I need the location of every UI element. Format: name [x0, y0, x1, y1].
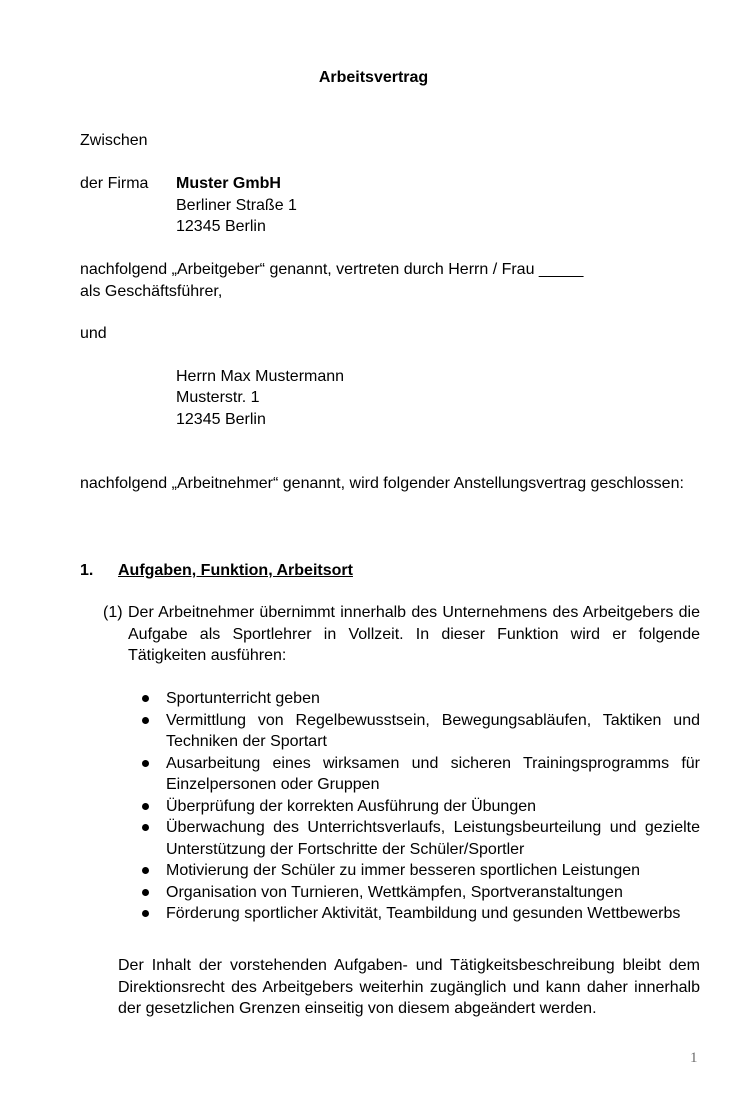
list-item: Überwachung des Unterrichtsverlaufs, Leistungsbeurteilung und gezielte Unterstützung der Fortschritte der Schüler/Sportler	[138, 817, 700, 860]
employer-street: Berliner Straße 1	[176, 197, 297, 214]
employer-name: Muster GmbH	[176, 175, 281, 192]
employee-clause: nachfolgend „Arbeitnehmer“ genannt, wird folgender Anstellungsvertrag geschlossen:	[80, 475, 684, 492]
page-number: 1	[690, 1050, 698, 1066]
bullet-icon	[142, 910, 149, 917]
list-item: Überprüfung der korrekten Ausführung der Übungen	[138, 796, 700, 818]
list-item: Ausarbeitung eines wirksamen und sicheren Trainingsprogramms für Einzelpersonen oder Gruppen	[138, 753, 700, 796]
list-item: Förderung sportlicher Aktivität, Teambildung und gesunden Wettbewerbs	[138, 903, 700, 925]
bullet-icon	[142, 760, 149, 767]
employer-clause: nachfolgend „Arbeitgeber“ genannt, vertreten durch Herrn / Frau _____ als Geschäftsführer,	[80, 261, 584, 300]
paragraph-text: Der Arbeitnehmer übernimmt innerhalb des Unternehmens des Arbeitgebers die Aufgabe als Sportlehrer in Vollzeit. In dieser Funktion wird er folgende Tätigkeiten ausführen:	[128, 604, 700, 664]
bullet-icon	[142, 867, 149, 874]
bullet-icon	[142, 803, 149, 810]
bullet-icon	[142, 695, 149, 702]
employer-label: der Firma	[80, 175, 149, 192]
section-number: 1.	[80, 562, 94, 579]
list-item: Sportunterricht geben	[138, 688, 700, 710]
and-label: und	[80, 325, 107, 342]
section-heading: Aufgaben, Funktion, Arbeitsort	[118, 562, 353, 579]
list-item: Motivierung der Schüler zu immer besseren sportlichen Leistungen	[138, 860, 700, 882]
list-item: Organisation von Turnieren, Wettkämpfen, Sportveranstaltungen	[138, 882, 700, 904]
bullet-icon	[142, 717, 149, 724]
employee-name: Herrn Max Mustermann	[176, 368, 345, 385]
list-item: Vermittlung von Regelbewusstsein, Bewegungsabläufen, Taktiken und Techniken der Sportart	[138, 710, 700, 753]
employee-street: Musterstr. 1	[176, 389, 260, 406]
paragraph-number: (1)	[103, 604, 123, 621]
closing-paragraph: Der Inhalt der vorstehenden Aufgaben- und Tätigkeitsbeschreibung bleibt dem Direktionsrecht des Arbeitgebers weiterhin zugänglich und kann daher innerhalb der gesetzlichen Grenzen einseitig von diesem abgeändert werden.	[118, 957, 700, 1017]
document-title: Arbeitsvertrag	[318, 69, 429, 86]
employer-city: 12345 Berlin	[176, 218, 266, 235]
bullet-icon	[142, 889, 149, 896]
task-list	[138, 688, 700, 925]
bullet-icon	[142, 824, 149, 831]
between-label: Zwischen	[80, 132, 148, 149]
employee-city: 12345 Berlin	[176, 411, 266, 428]
